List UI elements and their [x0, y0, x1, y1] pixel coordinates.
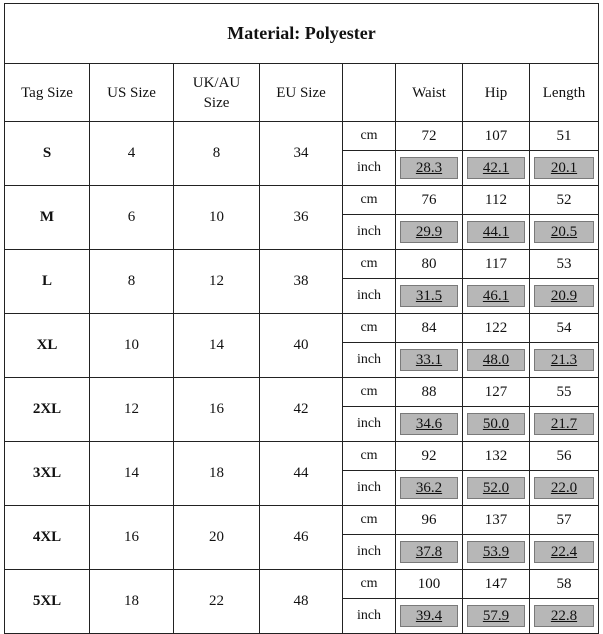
- length-inch-cell: [530, 343, 599, 378]
- tag-size-cell: XL: [5, 314, 90, 378]
- waist-inch-cell: [396, 279, 463, 314]
- hip-inch-value: 50.0: [467, 413, 525, 435]
- us-size-cell: 10: [90, 314, 174, 378]
- waist-inch-cell: [396, 343, 463, 378]
- unit-label-cm: cm: [343, 442, 396, 471]
- chart-title: Material: Polyester: [5, 4, 599, 64]
- hip-inch-cell: [463, 343, 530, 378]
- header-tag-size: Tag Size: [5, 64, 90, 122]
- eu-size-cell: 42: [260, 378, 343, 442]
- eu-size-cell: 40: [260, 314, 343, 378]
- waist-cm-cell: 92: [396, 442, 463, 471]
- hip-inch-value: 53.9: [467, 541, 525, 563]
- table-row-cm: [5, 122, 599, 151]
- uk-au-size-cell: 16: [174, 378, 260, 442]
- hip-cm-cell: 147: [463, 570, 530, 599]
- hip-inch-value: 42.1: [467, 157, 525, 179]
- tag-size-cell: M: [5, 186, 90, 250]
- table-row-cm: [5, 506, 599, 535]
- waist-cm-cell: 80: [396, 250, 463, 279]
- unit-label-cm: cm: [343, 186, 396, 215]
- eu-size-cell: 36: [260, 186, 343, 250]
- hip-cm-cell: 127: [463, 378, 530, 407]
- unit-label-cm: cm: [343, 570, 396, 599]
- length-cm-cell: 51: [530, 122, 599, 151]
- table-row-cm: [5, 442, 599, 471]
- us-size-cell: 6: [90, 186, 174, 250]
- unit-label-inch: inch: [343, 343, 396, 378]
- length-inch-cell: [530, 151, 599, 186]
- uk-au-size-cell: 14: [174, 314, 260, 378]
- header-waist: Waist: [396, 64, 463, 122]
- header-unit: [343, 64, 396, 122]
- waist-inch-value: 29.9: [400, 221, 458, 243]
- hip-inch-value: 57.9: [467, 605, 525, 627]
- us-size-cell: 18: [90, 570, 174, 634]
- waist-inch-cell: [396, 599, 463, 634]
- hip-cm-cell: 132: [463, 442, 530, 471]
- table-row-cm: [5, 314, 599, 343]
- length-inch-value: 22.0: [534, 477, 594, 499]
- waist-cm-cell: 76: [396, 186, 463, 215]
- waist-cm-cell: 84: [396, 314, 463, 343]
- hip-cm-cell: 107: [463, 122, 530, 151]
- length-inch-cell: [530, 279, 599, 314]
- uk-au-size-cell: 8: [174, 122, 260, 186]
- length-inch-value: 21.3: [534, 349, 594, 371]
- waist-inch-value: 33.1: [400, 349, 458, 371]
- length-inch-value: 20.9: [534, 285, 594, 307]
- hip-inch-cell: [463, 151, 530, 186]
- table-row-cm: [5, 378, 599, 407]
- waist-inch-value: 39.4: [400, 605, 458, 627]
- unit-label-cm: cm: [343, 314, 396, 343]
- us-size-cell: 16: [90, 506, 174, 570]
- length-inch-value: 20.1: [534, 157, 594, 179]
- waist-inch-value: 28.3: [400, 157, 458, 179]
- length-cm-cell: 52: [530, 186, 599, 215]
- length-inch-cell: [530, 407, 599, 442]
- waist-inch-cell: [396, 151, 463, 186]
- header-uk-au-size: [174, 64, 260, 122]
- table-row-cm: [5, 250, 599, 279]
- length-cm-cell: 53: [530, 250, 599, 279]
- waist-inch-cell: [396, 407, 463, 442]
- length-inch-cell: [530, 599, 599, 634]
- size-chart-table: [4, 3, 599, 634]
- unit-label-inch: inch: [343, 535, 396, 570]
- length-inch-cell: [530, 215, 599, 250]
- waist-cm-cell: 72: [396, 122, 463, 151]
- hip-inch-value: 44.1: [467, 221, 525, 243]
- length-cm-cell: 55: [530, 378, 599, 407]
- hip-inch-cell: [463, 215, 530, 250]
- length-cm-cell: 54: [530, 314, 599, 343]
- waist-inch-cell: [396, 535, 463, 570]
- header-row: [5, 64, 599, 122]
- tag-size-cell: L: [5, 250, 90, 314]
- uk-au-size-cell: 18: [174, 442, 260, 506]
- hip-cm-cell: 117: [463, 250, 530, 279]
- unit-label-inch: inch: [343, 151, 396, 186]
- tag-size-cell: 5XL: [5, 570, 90, 634]
- header-uk-au-line2: Size: [203, 94, 230, 111]
- length-inch-value: 22.4: [534, 541, 594, 563]
- eu-size-cell: 48: [260, 570, 343, 634]
- uk-au-size-cell: 12: [174, 250, 260, 314]
- hip-cm-cell: 137: [463, 506, 530, 535]
- length-inch-value: 21.7: [534, 413, 594, 435]
- unit-label-inch: inch: [343, 471, 396, 506]
- eu-size-cell: 46: [260, 506, 343, 570]
- length-cm-cell: 58: [530, 570, 599, 599]
- uk-au-size-cell: 22: [174, 570, 260, 634]
- unit-label-inch: inch: [343, 599, 396, 634]
- us-size-cell: 4: [90, 122, 174, 186]
- eu-size-cell: 38: [260, 250, 343, 314]
- header-uk-au-line1: UK/AU: [192, 74, 241, 91]
- table-row-cm: [5, 186, 599, 215]
- length-inch-cell: [530, 535, 599, 570]
- header-us-size: US Size: [90, 64, 174, 122]
- hip-inch-cell: [463, 279, 530, 314]
- hip-inch-cell: [463, 599, 530, 634]
- waist-inch-value: 34.6: [400, 413, 458, 435]
- waist-inch-value: 36.2: [400, 477, 458, 499]
- tag-size-cell: 3XL: [5, 442, 90, 506]
- header-hip: Hip: [463, 64, 530, 122]
- us-size-cell: 8: [90, 250, 174, 314]
- tag-size-cell: 4XL: [5, 506, 90, 570]
- unit-label-cm: cm: [343, 122, 396, 151]
- unit-label-cm: cm: [343, 378, 396, 407]
- hip-inch-cell: [463, 535, 530, 570]
- hip-cm-cell: 112: [463, 186, 530, 215]
- length-cm-cell: 56: [530, 442, 599, 471]
- tag-size-cell: S: [5, 122, 90, 186]
- us-size-cell: 12: [90, 378, 174, 442]
- unit-label-inch: inch: [343, 407, 396, 442]
- waist-cm-cell: 88: [396, 378, 463, 407]
- hip-inch-value: 52.0: [467, 477, 525, 499]
- tag-size-cell: 2XL: [5, 378, 90, 442]
- length-inch-cell: [530, 471, 599, 506]
- waist-cm-cell: 96: [396, 506, 463, 535]
- hip-inch-value: 48.0: [467, 349, 525, 371]
- waist-cm-cell: 100: [396, 570, 463, 599]
- hip-inch-cell: [463, 471, 530, 506]
- waist-inch-cell: [396, 471, 463, 506]
- hip-cm-cell: 122: [463, 314, 530, 343]
- eu-size-cell: 34: [260, 122, 343, 186]
- header-length: Length: [530, 64, 599, 122]
- uk-au-size-cell: 10: [174, 186, 260, 250]
- unit-label-cm: cm: [343, 506, 396, 535]
- length-inch-value: 22.8: [534, 605, 594, 627]
- hip-inch-cell: [463, 407, 530, 442]
- header-eu-size: EU Size: [260, 64, 343, 122]
- length-cm-cell: 57: [530, 506, 599, 535]
- uk-au-size-cell: 20: [174, 506, 260, 570]
- length-inch-value: 20.5: [534, 221, 594, 243]
- unit-label-inch: inch: [343, 279, 396, 314]
- unit-label-cm: cm: [343, 250, 396, 279]
- waist-inch-cell: [396, 215, 463, 250]
- table-row-cm: [5, 570, 599, 599]
- hip-inch-value: 46.1: [467, 285, 525, 307]
- us-size-cell: 14: [90, 442, 174, 506]
- waist-inch-value: 37.8: [400, 541, 458, 563]
- waist-inch-value: 31.5: [400, 285, 458, 307]
- unit-label-inch: inch: [343, 215, 396, 250]
- eu-size-cell: 44: [260, 442, 343, 506]
